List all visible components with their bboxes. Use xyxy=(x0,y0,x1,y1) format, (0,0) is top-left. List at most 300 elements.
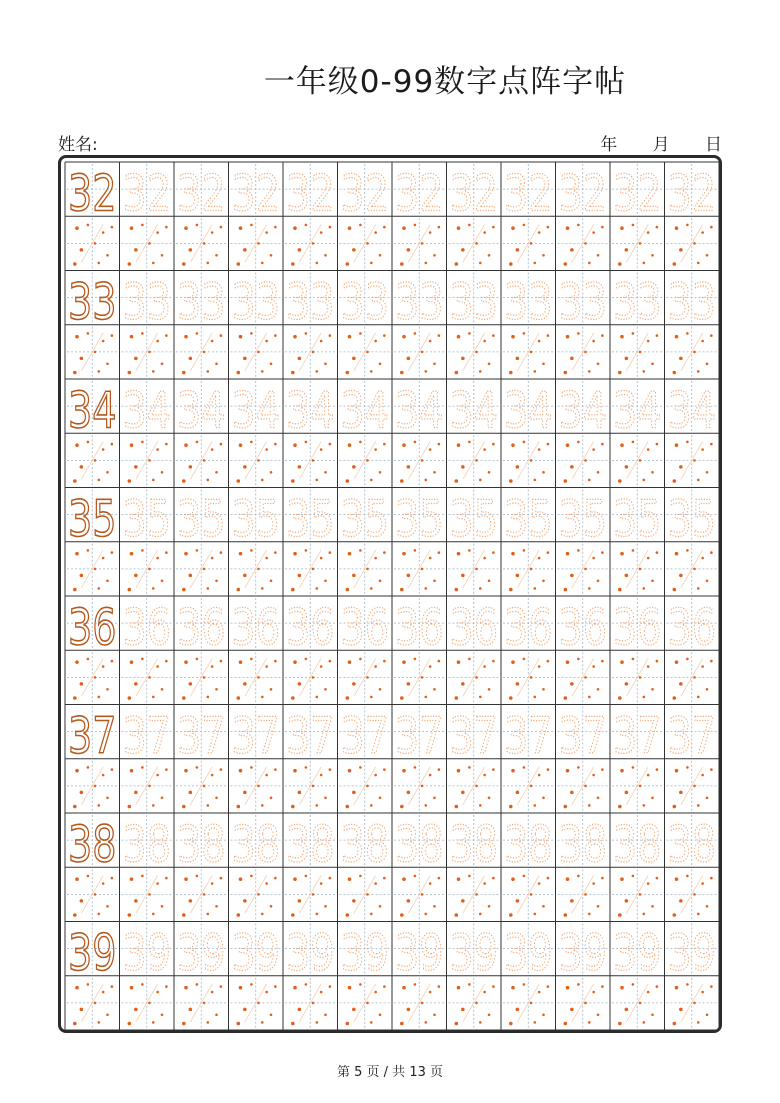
guide-dot xyxy=(243,574,247,578)
practice-board xyxy=(58,155,722,1033)
guide-dot xyxy=(148,676,151,679)
guide-dot xyxy=(584,459,587,462)
guide-dot xyxy=(130,226,134,230)
guide-dot xyxy=(215,688,218,691)
guide-dot xyxy=(516,465,520,469)
guide-dot xyxy=(359,983,362,986)
trace-digit: 35 xyxy=(340,489,389,548)
trace-digit: 36 xyxy=(177,598,226,657)
guide-dot xyxy=(237,588,241,592)
guide-dot xyxy=(706,905,709,908)
guide-dot xyxy=(566,335,570,339)
guide-dot xyxy=(564,913,568,917)
guide-dot xyxy=(547,877,550,880)
trace-digit: 37 xyxy=(558,706,607,765)
guide-dot xyxy=(697,587,700,590)
guide-dot xyxy=(673,805,677,809)
trace-digit: 33 xyxy=(449,272,498,331)
trace-digit: 37 xyxy=(395,706,444,765)
guide-dot xyxy=(348,877,352,881)
guide-dot xyxy=(509,479,513,483)
guide-dot xyxy=(424,370,427,373)
trace-digit: 38 xyxy=(504,815,553,874)
guide-dot xyxy=(656,443,659,446)
guide-dot xyxy=(211,557,214,560)
guide-dot xyxy=(564,371,568,375)
trace-digit: 34 xyxy=(558,381,607,440)
guide-dot xyxy=(542,254,545,257)
guide-dot xyxy=(642,804,645,807)
trace-digit: 37 xyxy=(122,706,171,765)
guide-dot xyxy=(424,479,427,482)
guide-dot xyxy=(80,1008,84,1012)
guide-dot xyxy=(592,340,595,343)
trace-digit: 39 xyxy=(449,923,498,982)
guide-dot xyxy=(533,479,536,482)
guide-dot xyxy=(533,370,536,373)
trace-digit: 34 xyxy=(395,381,444,440)
guide-dot xyxy=(642,587,645,590)
guide-dot xyxy=(97,587,100,590)
trace-digit: 39 xyxy=(613,923,662,982)
guide-dot xyxy=(270,580,273,583)
guide-dot xyxy=(538,665,541,668)
guide-dot xyxy=(315,370,318,373)
guide-dot xyxy=(618,805,622,809)
trace-digit: 32 xyxy=(122,164,171,223)
guide-dot xyxy=(73,262,77,266)
guide-dot xyxy=(152,913,155,916)
guide-dot xyxy=(352,465,356,469)
guide-dot xyxy=(492,660,495,663)
guide-dot xyxy=(509,371,513,375)
guide-dot xyxy=(156,231,159,234)
trace-digit: 35 xyxy=(613,489,662,548)
guide-dot xyxy=(433,1014,436,1017)
guide-dot xyxy=(315,804,318,807)
guide-dot xyxy=(479,1021,482,1024)
guide-dot xyxy=(570,1008,574,1012)
guide-dot xyxy=(312,351,315,354)
guide-dot xyxy=(80,357,84,361)
guide-dot xyxy=(383,985,386,988)
guide-dot xyxy=(483,557,486,560)
trace-digit: 39 xyxy=(558,923,607,982)
guide-dot xyxy=(257,785,260,788)
guide-dot xyxy=(620,877,624,881)
guide-dot xyxy=(370,804,373,807)
guide-dot xyxy=(383,334,386,337)
guide-dot xyxy=(152,479,155,482)
guide-dot xyxy=(547,768,550,771)
guide-dot xyxy=(265,448,268,451)
guide-dot xyxy=(697,479,700,482)
guide-dot xyxy=(475,1002,478,1005)
guide-dot xyxy=(243,682,247,686)
guide-dot xyxy=(566,226,570,230)
guide-dot xyxy=(73,913,77,917)
guide-dot xyxy=(211,882,214,885)
guide-dot xyxy=(182,588,186,592)
guide-dot xyxy=(438,226,441,229)
guide-dot xyxy=(156,882,159,885)
guide-dot xyxy=(305,441,308,444)
guide-dot xyxy=(243,465,247,469)
guide-dot xyxy=(220,768,223,771)
trace-digit: 39 xyxy=(286,923,335,982)
guide-dot xyxy=(370,587,373,590)
guide-dot xyxy=(298,465,302,469)
guide-dot xyxy=(237,479,241,483)
trace-digit: 36 xyxy=(231,598,280,657)
guide-dot xyxy=(651,363,654,366)
guide-dot xyxy=(597,1014,600,1017)
guide-dot xyxy=(379,471,382,474)
guide-dot xyxy=(538,448,541,451)
guide-dot xyxy=(203,351,206,354)
guide-dot xyxy=(73,588,77,592)
guide-dot xyxy=(433,471,436,474)
guide-dot xyxy=(270,797,273,800)
guide-dot xyxy=(220,334,223,337)
guide-dot xyxy=(530,893,533,896)
guide-dot xyxy=(383,768,386,771)
guide-dot xyxy=(400,588,404,592)
guide-dot xyxy=(102,448,105,451)
guide-dot xyxy=(87,441,90,444)
guide-dot xyxy=(407,465,411,469)
guide-dot xyxy=(152,696,155,699)
guide-dot xyxy=(270,254,273,257)
guide-dot xyxy=(182,479,186,483)
guide-dot xyxy=(315,479,318,482)
guide-dot xyxy=(588,804,591,807)
guide-dot xyxy=(106,580,109,583)
guide-dot xyxy=(374,231,377,234)
guide-dot xyxy=(165,877,168,880)
guide-dot xyxy=(577,875,580,878)
guide-dot xyxy=(407,357,411,361)
guide-dot xyxy=(291,588,295,592)
guide-dot xyxy=(457,335,461,339)
guide-dot xyxy=(438,768,441,771)
guide-dot xyxy=(421,676,424,679)
guide-dot xyxy=(379,254,382,257)
guide-dot xyxy=(647,991,650,994)
guide-dot xyxy=(141,875,144,878)
guide-dot xyxy=(148,568,151,571)
guide-dot xyxy=(597,471,600,474)
trace-digit: 32 xyxy=(177,164,226,223)
guide-dot xyxy=(530,1002,533,1005)
guide-dot xyxy=(424,1021,427,1024)
guide-dot xyxy=(710,551,713,554)
guide-dot xyxy=(570,248,574,252)
guide-dot xyxy=(656,768,659,771)
guide-dot xyxy=(547,660,550,663)
guide-dot xyxy=(203,568,206,571)
guide-dot xyxy=(346,371,350,375)
guide-dot xyxy=(293,226,297,230)
guide-dot xyxy=(324,797,327,800)
guide-dot xyxy=(237,262,241,266)
guide-dot xyxy=(182,1022,186,1026)
guide-dot xyxy=(156,448,159,451)
guide-dot xyxy=(352,574,356,578)
guide-dot xyxy=(274,985,277,988)
guide-dot xyxy=(152,804,155,807)
page-title: 一年级0-99数字点阵字帖 xyxy=(263,64,627,100)
guide-dot xyxy=(348,769,352,773)
guide-dot xyxy=(374,557,377,560)
guide-dot xyxy=(237,805,241,809)
guide-dot xyxy=(679,574,683,578)
trace-digit: 34 xyxy=(122,381,171,440)
guide-dot xyxy=(547,551,550,554)
guide-dot xyxy=(530,242,533,245)
guide-dot xyxy=(592,774,595,777)
guide-dot xyxy=(601,443,604,446)
guide-dot xyxy=(475,459,478,462)
guide-dot xyxy=(433,797,436,800)
guide-dot xyxy=(693,459,696,462)
guide-dot xyxy=(243,899,247,903)
guide-dot xyxy=(184,660,188,664)
guide-dot xyxy=(673,371,677,375)
guide-dot xyxy=(87,658,90,661)
guide-dot xyxy=(468,766,471,769)
guide-dot xyxy=(492,334,495,337)
guide-dot xyxy=(366,676,369,679)
guide-dot xyxy=(566,660,570,664)
guide-dot xyxy=(438,551,441,554)
guide-dot xyxy=(516,574,520,578)
guide-dot xyxy=(265,882,268,885)
guide-dot xyxy=(488,363,491,366)
guide-dot xyxy=(239,335,243,339)
guide-dot xyxy=(577,766,580,769)
trace-digit: 38 xyxy=(613,815,662,874)
guide-dot xyxy=(421,459,424,462)
guide-dot xyxy=(298,899,302,903)
guide-dot xyxy=(374,665,377,668)
guide-dot xyxy=(620,335,624,339)
trace-digit: 33 xyxy=(613,272,662,331)
trace-digit: 39 xyxy=(667,923,716,982)
guide-dot xyxy=(697,913,700,916)
guide-dot xyxy=(352,791,356,795)
guide-dot xyxy=(509,1022,513,1026)
guide-dot xyxy=(673,1022,677,1026)
guide-dot xyxy=(189,899,193,903)
guide-dot xyxy=(206,913,209,916)
guide-dot xyxy=(352,357,356,361)
guide-dot xyxy=(547,985,550,988)
guide-dot xyxy=(592,557,595,560)
guide-dot xyxy=(189,791,193,795)
guide-dot xyxy=(710,768,713,771)
guide-dot xyxy=(455,588,459,592)
guide-dot xyxy=(639,676,642,679)
practice-grid xyxy=(65,162,719,1030)
trace-digit: 37 xyxy=(177,706,226,765)
trace-digit: 38 xyxy=(558,815,607,874)
guide-dot xyxy=(148,893,151,896)
guide-dot xyxy=(639,242,642,245)
guide-dot xyxy=(597,580,600,583)
guide-dot xyxy=(305,549,308,552)
guide-dot xyxy=(407,574,411,578)
guide-dot xyxy=(211,340,214,343)
guide-dot xyxy=(400,371,404,375)
guide-dot xyxy=(111,334,114,337)
guide-dot xyxy=(601,226,604,229)
guide-dot xyxy=(533,1021,536,1024)
guide-dot xyxy=(438,877,441,880)
guide-dot xyxy=(243,248,247,252)
trace-digit: 37 xyxy=(449,706,498,765)
guide-dot xyxy=(656,660,659,663)
guide-dot xyxy=(424,804,427,807)
guide-dot xyxy=(570,465,574,469)
guide-dot xyxy=(111,226,114,229)
guide-dot xyxy=(156,991,159,994)
guide-dot xyxy=(324,905,327,908)
guide-dot xyxy=(407,248,411,252)
trace-digit: 38 xyxy=(340,815,389,874)
guide-dot xyxy=(400,913,404,917)
guide-dot xyxy=(651,471,654,474)
guide-dot xyxy=(134,899,138,903)
guide-dot xyxy=(346,479,350,483)
guide-dot xyxy=(291,479,295,483)
guide-dot xyxy=(196,224,199,227)
guide-dot xyxy=(492,226,495,229)
guide-dot xyxy=(106,797,109,800)
guide-dot xyxy=(305,658,308,661)
guide-dot xyxy=(597,688,600,691)
guide-dot xyxy=(421,893,424,896)
guide-dot xyxy=(511,443,515,447)
trace-digit: 36 xyxy=(449,598,498,657)
guide-dot xyxy=(324,471,327,474)
guide-dot xyxy=(250,875,253,878)
guide-dot xyxy=(243,791,247,795)
guide-dot xyxy=(165,768,168,771)
guide-dot xyxy=(710,226,713,229)
guide-dot xyxy=(509,913,513,917)
guide-dot xyxy=(130,986,134,990)
guide-dot xyxy=(455,1022,459,1026)
guide-dot xyxy=(152,587,155,590)
guide-dot xyxy=(305,332,308,335)
guide-dot xyxy=(148,785,151,788)
guide-dot xyxy=(693,676,696,679)
guide-dot xyxy=(73,371,77,375)
guide-dot xyxy=(639,351,642,354)
guide-dot xyxy=(632,332,635,335)
guide-dot xyxy=(97,262,100,265)
guide-dot xyxy=(461,248,465,252)
guide-dot xyxy=(148,351,151,354)
guide-dot xyxy=(293,335,297,339)
trace-digit: 39 xyxy=(395,923,444,982)
trace-digit: 39 xyxy=(504,923,553,982)
guide-dot xyxy=(359,441,362,444)
guide-dot xyxy=(220,985,223,988)
guide-dot xyxy=(211,774,214,777)
guide-dot xyxy=(647,340,650,343)
guide-dot xyxy=(693,785,696,788)
guide-dot xyxy=(656,877,659,880)
guide-dot xyxy=(516,682,520,686)
guide-dot xyxy=(479,587,482,590)
guide-dot xyxy=(414,983,417,986)
guide-dot xyxy=(597,254,600,257)
guide-dot xyxy=(656,226,659,229)
guide-dot xyxy=(102,340,105,343)
guide-dot xyxy=(673,479,677,483)
guide-dot xyxy=(75,877,79,881)
guide-dot xyxy=(675,335,679,339)
guide-dot xyxy=(329,334,332,337)
guide-dot xyxy=(632,658,635,661)
guide-dot xyxy=(379,1014,382,1017)
guide-dot xyxy=(475,893,478,896)
guide-dot xyxy=(270,688,273,691)
guide-dot xyxy=(570,574,574,578)
guide-dot xyxy=(128,262,132,266)
guide-dot xyxy=(710,985,713,988)
guide-dot xyxy=(359,332,362,335)
guide-dot xyxy=(80,682,84,686)
guide-dot xyxy=(542,688,545,691)
guide-dot xyxy=(570,791,574,795)
guide-dot xyxy=(320,448,323,451)
guide-dot xyxy=(697,370,700,373)
guide-dot xyxy=(203,1002,206,1005)
guide-dot xyxy=(211,991,214,994)
guide-dot xyxy=(651,797,654,800)
guide-dot xyxy=(710,334,713,337)
guide-dot xyxy=(483,882,486,885)
guide-dot xyxy=(243,357,247,361)
guide-dot xyxy=(523,441,526,444)
guide-dot xyxy=(379,688,382,691)
guide-dot xyxy=(291,262,295,266)
guide-dot xyxy=(414,875,417,878)
guide-dot xyxy=(577,549,580,552)
guide-dot xyxy=(706,471,709,474)
guide-dot xyxy=(542,471,545,474)
guide-dot xyxy=(250,549,253,552)
guide-dot xyxy=(542,580,545,583)
guide-dot xyxy=(106,688,109,691)
guide-dot xyxy=(516,248,520,252)
guide-dot xyxy=(215,905,218,908)
guide-dot xyxy=(438,334,441,337)
guide-dot xyxy=(483,340,486,343)
guide-dot xyxy=(597,797,600,800)
guide-dot xyxy=(647,665,650,668)
guide-dot xyxy=(75,335,79,339)
guide-dot xyxy=(94,1002,97,1005)
trace-digit: 34 xyxy=(286,381,335,440)
guide-dot xyxy=(479,370,482,373)
guide-dot xyxy=(588,696,591,699)
guide-dot xyxy=(97,696,100,699)
guide-dot xyxy=(374,882,377,885)
